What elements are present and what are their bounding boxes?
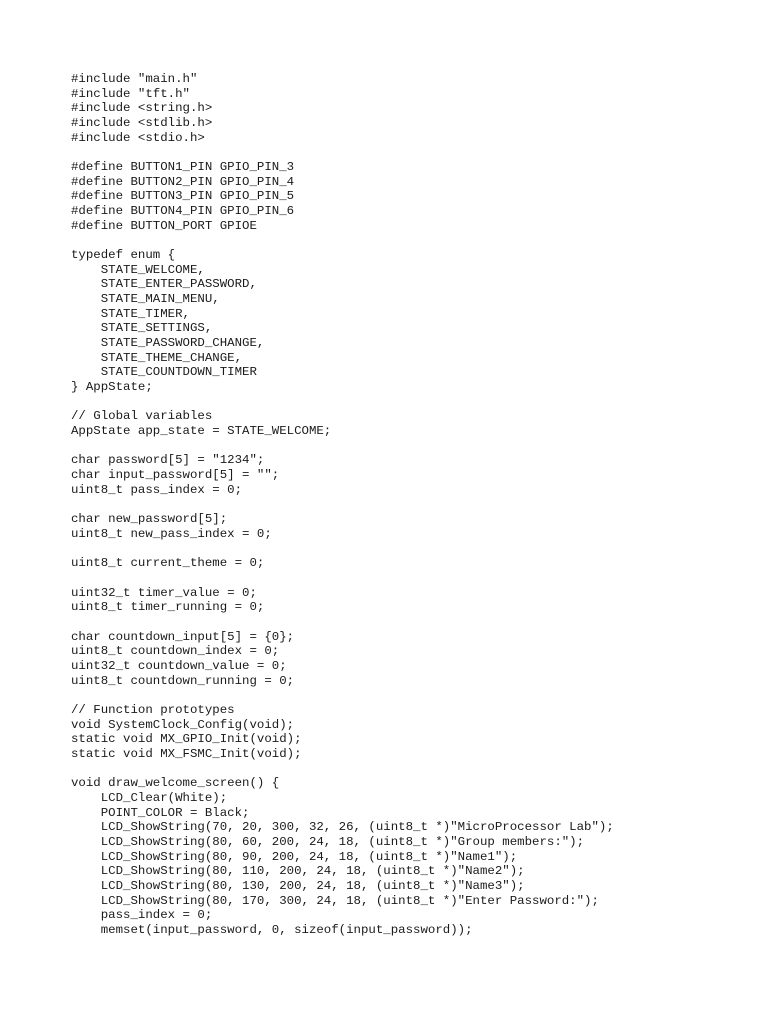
code-line: } AppState;: [71, 380, 153, 395]
code-line: uint8_t timer_running = 0;: [71, 600, 265, 615]
code-line: #define BUTTON_PORT GPIOE: [71, 218, 257, 233]
code-line: char password[5] = "1234";: [71, 453, 265, 468]
code-line: char input_password[5] = "";: [71, 468, 280, 483]
code-line: uint8_t pass_index = 0;: [71, 482, 243, 497]
code-line: [71, 688, 614, 703]
code-line: STATE_SETTINGS,: [71, 321, 213, 336]
code-line: static void MX_GPIO_Init(void);: [71, 732, 302, 747]
code-line: [71, 615, 614, 630]
code-line: #include "main.h": [71, 72, 198, 86]
code-line: #define BUTTON1_PIN GPIO_PIN_3: [71, 160, 295, 175]
code-line: POINT_COLOR = Black;: [71, 805, 250, 820]
code-line: uint8_t countdown_index = 0;: [71, 644, 280, 659]
code-line: [71, 497, 614, 512]
code-line: // Function prototypes: [71, 702, 235, 717]
code-line: uint8_t current_theme = 0;: [71, 556, 265, 571]
code-line: #define BUTTON4_PIN GPIO_PIN_6: [71, 204, 295, 219]
code-line: AppState app_state = STATE_WELCOME;: [71, 424, 332, 439]
code-line: #define BUTTON3_PIN GPIO_PIN_5: [71, 189, 295, 204]
code-line: char countdown_input[5] = {0};: [71, 629, 295, 644]
code-line: STATE_TIMER,: [71, 306, 190, 321]
code-line: void SystemClock_Config(void);: [71, 717, 295, 732]
code-line: #include <string.h>: [71, 101, 213, 116]
code-listing: [71, 72, 614, 938]
code-line: uint32_t timer_value = 0;: [71, 585, 257, 600]
code-line: [71, 571, 614, 586]
code-line: [71, 233, 614, 248]
code-line: char new_password[5];: [71, 512, 228, 527]
code-line: LCD_ShowString(80, 90, 200, 24, 18, (uint8_t *)"Name1");: [71, 849, 518, 864]
code-line: STATE_ENTER_PASSWORD,: [71, 277, 257, 292]
code-line: #define BUTTON2_PIN GPIO_PIN_4: [71, 174, 295, 189]
code-line: #include <stdio.h>: [71, 130, 205, 145]
code-line: #include <stdlib.h>: [71, 116, 213, 131]
code-line: memset(input_password, 0, sizeof(input_password));: [71, 922, 473, 937]
code-line: LCD_ShowString(80, 130, 200, 24, 18, (uint8_t *)"Name3");: [71, 878, 525, 893]
code-line: STATE_PASSWORD_CHANGE,: [71, 336, 265, 351]
code-line: static void MX_FSMC_Init(void);: [71, 746, 302, 761]
code-line: STATE_WELCOME,: [71, 262, 205, 277]
code-line: STATE_MAIN_MENU,: [71, 292, 220, 307]
code-line: uint8_t countdown_running = 0;: [71, 673, 295, 688]
code-line: STATE_THEME_CHANGE,: [71, 350, 243, 365]
code-line: uint8_t new_pass_index = 0;: [71, 526, 272, 541]
code-line: typedef enum {: [71, 248, 176, 263]
code-line: [71, 762, 614, 777]
code-line: [71, 395, 614, 410]
code-line: LCD_ShowString(70, 20, 300, 32, 26, (uint8_t *)"MicroProcessor Lab");: [71, 820, 614, 835]
code-line: LCD_ShowString(80, 110, 200, 24, 18, (uint8_t *)"Name2");: [71, 864, 525, 879]
code-line: uint32_t countdown_value = 0;: [71, 658, 287, 673]
code-line: [71, 145, 614, 160]
code-line: STATE_COUNTDOWN_TIMER: [71, 365, 257, 380]
code-line: [71, 439, 614, 454]
code-line: void draw_welcome_screen() {: [71, 776, 280, 791]
code-line: LCD_Clear(White);: [71, 790, 228, 805]
code-line: LCD_ShowString(80, 60, 200, 24, 18, (uint8_t *)"Group members:");: [71, 834, 585, 849]
code-line: LCD_ShowString(80, 170, 300, 24, 18, (uint8_t *)"Enter Password:");: [71, 893, 599, 908]
code-line: [71, 542, 614, 557]
code-line: #include "tft.h": [71, 86, 190, 101]
code-line: // Global variables: [71, 409, 213, 424]
code-line: pass_index = 0;: [71, 908, 213, 923]
